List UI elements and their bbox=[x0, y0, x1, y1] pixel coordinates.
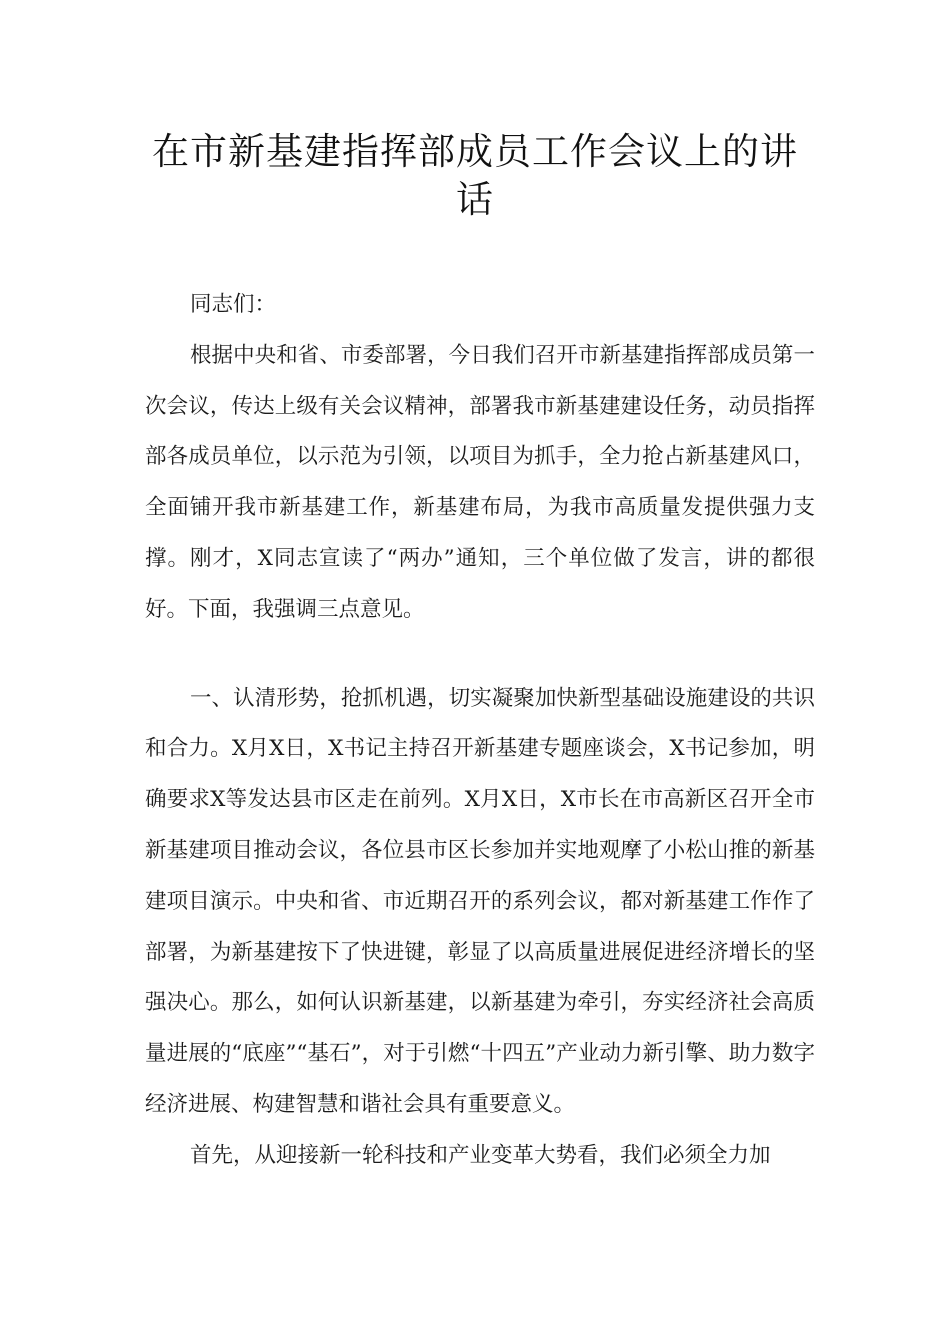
paragraph-intro: 根据中央和省、市委部署，今日我们召开市新基建指挥部成员第一次会议，传达上级有关会议精神，部署我市新基建建设任务，动员指挥部各成员单位，以示范为引领，以项目为抓手，全力抢占新基建风口，全面铺开我市新基建工作，新基建布局，为我市高质量发提供强力支撑。刚才，X同志宣读了“两办”通知，三个单位做了发言，讲的都很好。下面，我强调三点意见。 bbox=[145, 342, 815, 622]
paragraph-section-one: 一、认清形势，抢抓机遇，切实凝聚加快新型基础设施建设的共识和合力。X月X日，X书记主持召开新基建专题座谈会，X书记参加，明确要求X等发达县市区走在前列。X月X日，X市长在市高新区召开全市新基建项目推动会议，各位县市区长参加并实地观摩了小松山推的新基建项目演示。中央和省、市近期召开的系列会议，都对新基建工作作了部署，为新基建按下了快进键，彰显了以高质量进展促进经济增长的坚强决心。那么，如何认识新基建，以新基建为牵引，夯实经济社会高质量进展的“底座”“基石”，对于引燃“十四五”产业动力新引擎、助力数字经济进展、构建智慧和谐社会具有重要意义。 bbox=[145, 685, 815, 1117]
salutation: 同志们： bbox=[190, 292, 277, 317]
section-spacer bbox=[145, 636, 815, 674]
paragraph-first-point: 首先，从迎接新一轮科技和产业变革大势看，我们必须全力加 bbox=[190, 1142, 771, 1168]
document-title: 在市新基建指挥部成员工作会议上的讲话 bbox=[152, 130, 798, 221]
document-body bbox=[145, 280, 815, 1182]
